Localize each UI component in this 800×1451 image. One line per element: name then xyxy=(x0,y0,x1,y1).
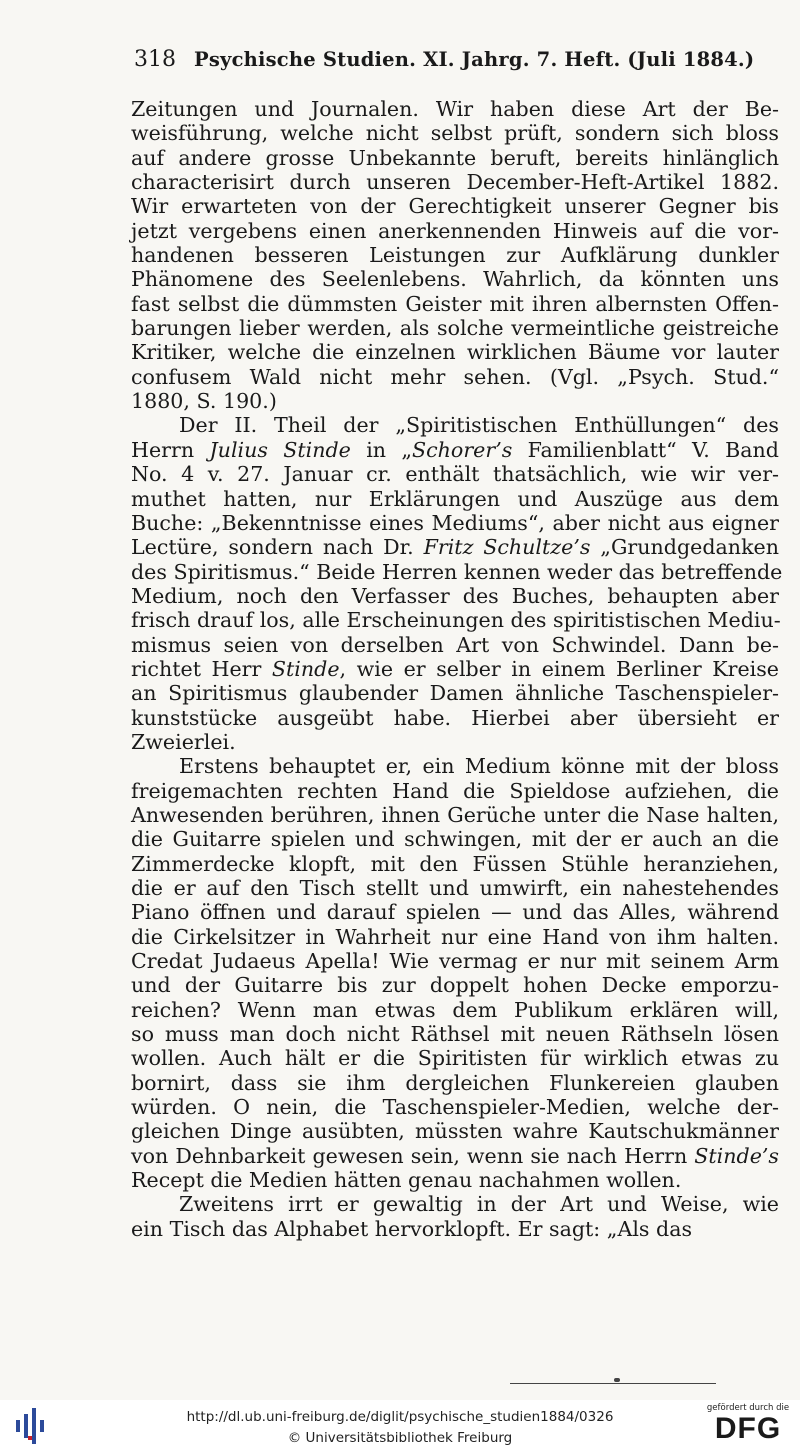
text-line: an Spiritismus glaubender Damen ähnliche Taschenspieler- xyxy=(131,681,779,706)
text-line: Recept die Medien hätten genau nachahmen wollen. xyxy=(131,1168,682,1193)
dfg-logo xyxy=(702,1403,794,1449)
text-line: muthet hatten, nur Erklärungen und Auszüge aus dem xyxy=(131,486,779,511)
text-line: von Dehnbarkeit gewesen sein, wenn sie nach Herrn Stinde’s xyxy=(131,1143,779,1168)
copyright-notice: © Universitätsbibliothek Freiburg xyxy=(287,1430,513,1446)
text-line: confusem Wald nicht mehr sehen. (Vgl. „Psych. Stud.“ xyxy=(131,364,779,389)
text-line: gleichen Dinge ausübten, müssten wahre Kautschukmänner xyxy=(131,1119,779,1144)
footnote-rule xyxy=(510,1383,716,1384)
text-line: ein Tisch das Alphabet hervorklopft. Er sagt: „Als das xyxy=(131,1216,693,1241)
text-line: die er auf den Tisch stellt und umwirft, ein nahestehendes xyxy=(131,876,779,900)
paragraph xyxy=(131,97,779,413)
text-line: characterisirt durch unseren December-Heft-Artikel 1882. xyxy=(131,170,779,195)
text-line: mismus seien von derselben Art von Schwindel. Dann be- xyxy=(131,632,779,657)
text-line: barungen lieber werden, als solche vermeintliche geistreiche xyxy=(131,316,779,341)
text-line: Buche: „Bekenntnisse eines Mediums“, aber nicht aus eigner xyxy=(131,510,779,535)
text-line: Lectüre, sondern nach Dr. Fritz Schultze’s „Grundgedanken xyxy=(131,535,779,560)
text-line: die Guitarre spielen und schwingen, mit der er auch an die xyxy=(131,827,779,852)
text-line: und der Guitarre bis zur doppelt hohen Decke emporzu- xyxy=(131,973,779,998)
text-line: so muss man doch nicht Räthsel mit neuen Räthseln lösen xyxy=(131,1022,779,1047)
text-line: Piano öffnen und darauf spielen — und das Alles, während xyxy=(131,900,779,925)
text-line: bornirt, dass sie ihm dergleichen Flunkereien glauben xyxy=(131,1070,779,1095)
text-line: richtet Herr Stinde, wie er selber in einem Berliner Kreise xyxy=(131,656,779,681)
text-line: Zweitens irrt er gewaltig in der Art und Weise, wie xyxy=(179,1192,779,1217)
text-line: reichen? Wenn man etwas dem Publikum erklären will, xyxy=(131,997,779,1022)
text-line: Erstens behauptet er, ein Medium könne mit der bloss xyxy=(179,754,779,779)
printer-mark xyxy=(614,1378,620,1382)
text-line: auf andere grosse Unbekannte beruft, bereits hinlänglich xyxy=(131,145,779,170)
text-line: freigemachten rechten Hand die Spieldose aufziehen, die xyxy=(131,778,779,803)
running-header xyxy=(134,47,776,81)
source-url[interactable]: http://dl.ub.uni-freiburg.de/diglit/psychische_studien1884/0326 xyxy=(186,1409,614,1425)
text-line: 1880, S. 190.) xyxy=(131,389,277,414)
text-line: Herrn Julius Stinde in „Schorer’s Familienblatt“ V. Band xyxy=(131,437,779,462)
text-line: Kritiker, welche die einzelnen wirklichen Bäume vor lauter xyxy=(131,340,779,365)
text-line: handenen besseren Leistungen zur Aufklärung dunkler xyxy=(131,243,779,268)
journal-title: Psychische Studien. XI. Jahrg. 7. Heft. (Juli 1884.) xyxy=(194,48,755,71)
paragraph xyxy=(131,413,783,754)
text-line: frisch drauf los, alle Erscheinungen des spiritistischen Mediu- xyxy=(131,608,781,633)
text-line: Anwesenden berühren, ihnen Gerüche unter die Nase halten, xyxy=(131,802,779,827)
text-line: jetzt vergebens einen anerkennenden Hinweis auf die vor- xyxy=(131,218,779,243)
text-line: fast selbst die dümmsten Geister mit ihren albernsten Offen- xyxy=(131,291,779,316)
text-line: Zeitungen und Journalen. Wir haben diese Art der Be- xyxy=(131,97,779,121)
text-line: Der II. Theil der „Spiritistischen Enthüllungen“ des xyxy=(179,413,779,438)
body-text xyxy=(131,97,783,1241)
text-line: Credat Judaeus Apella! Wie vermag er nur mit seinem Arm xyxy=(131,949,779,974)
text-line: Phänomene des Seelenlebens. Wahrlich, da könnten uns xyxy=(131,267,779,292)
digitization-footer xyxy=(0,1400,800,1451)
text-line: würden. O nein, die Taschenspieler-Medien, welche der- xyxy=(131,1095,779,1120)
text-line: No. 4 v. 27. Januar cr. enthält thatsächlich, wie wir ver- xyxy=(131,462,779,487)
text-line: die Cirkelsitzer in Wahrheit nur eine Hand von ihm halten. xyxy=(131,924,779,949)
text-line: wollen. Auch hält er die Spiritisten für wirklich etwas zu xyxy=(131,1046,779,1071)
text-line: des Spiritismus.“ Beide Herren kennen weder das betreffende xyxy=(131,559,783,584)
text-line: kunststücke ausgeübt habe. Hierbei aber übersieht er xyxy=(131,705,779,730)
text-line: Zimmerdecke klopft, mit den Füssen Stühle heranziehen, xyxy=(131,851,779,876)
dfg-caption: gefördert durch die xyxy=(706,1403,790,1413)
dfg-wordmark: DFG xyxy=(714,1412,782,1445)
paragraph xyxy=(131,1192,779,1241)
paragraph xyxy=(131,754,779,1192)
text-line: Wir erwarteten von der Gerechtigkeit unserer Gegner bis xyxy=(131,194,779,219)
text-line: weisführung, welche nicht selbst prüft, sondern sich bloss xyxy=(131,121,779,146)
page-number: 318 xyxy=(134,47,176,72)
text-line: Zweierlei. xyxy=(131,729,236,754)
text-line: Medium, noch den Verfasser des Buches, behaupten aber xyxy=(131,583,779,608)
